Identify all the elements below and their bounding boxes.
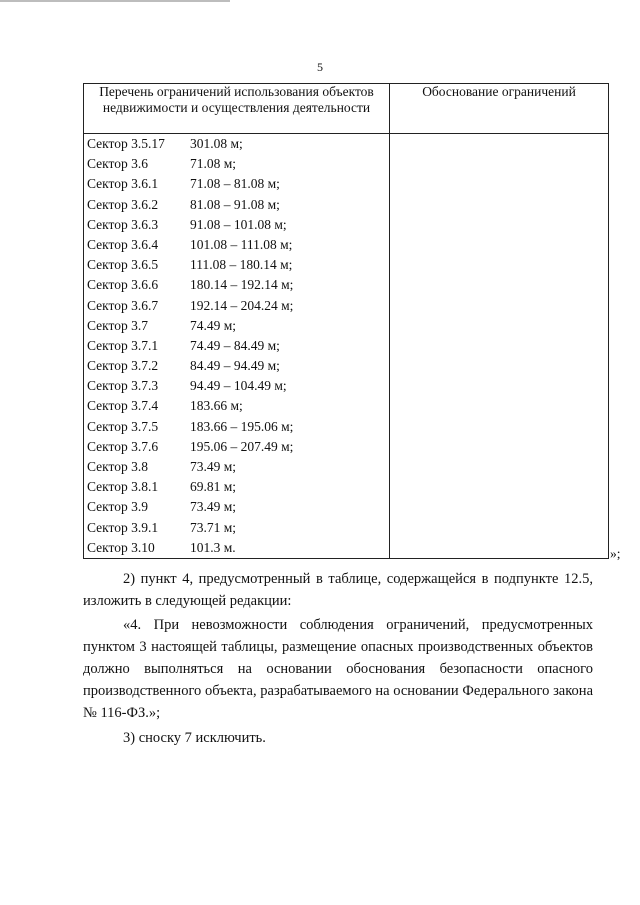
sector-name: Сектор 3.9 [87, 499, 149, 515]
table-row [84, 356, 389, 376]
table-header-justification: Обоснование ограничений [390, 84, 609, 134]
table-row [84, 316, 389, 336]
paragraph-item-2: 2) пункт 4, предусмотренный в таблице, содержащейся в подпункте 12.5, изложить в следующей редакции: [83, 571, 593, 609]
sector-distance: 73.71 м; [190, 519, 237, 535]
sector-distance: 91.08 – 101.08 м; [190, 216, 287, 232]
sector-distance: 73.49 м; [190, 499, 237, 515]
table-row [84, 437, 389, 457]
sector-name: Сектор 3.8.1 [87, 479, 159, 495]
sector-distance: 94.49 – 104.49 м; [190, 378, 287, 394]
restrictions-table [83, 83, 609, 559]
sector-distance: 183.66 – 195.06 м; [190, 418, 294, 434]
paragraph-item-3: 3) сноску 7 исключить. [123, 730, 266, 746]
sector-distance: 101.08 – 111.08 м; [190, 236, 293, 252]
sector-distance: 111.08 – 180.14 м; [190, 257, 293, 273]
sector-name: Сектор 3.7 [87, 317, 149, 333]
table-row [84, 376, 389, 396]
sector-name: Сектор 3.5.17 [87, 136, 165, 151]
sector-name: Сектор 3.6.2 [87, 196, 159, 212]
table-row [84, 275, 389, 295]
table-row [84, 174, 389, 194]
sector-distance: 195.06 – 207.49 м; [190, 438, 294, 454]
table-row [84, 497, 389, 517]
table-row [84, 195, 389, 215]
table-row [84, 215, 389, 235]
paragraph-point-4-text: «4. При невозможности соблюдения ограничений, предусмотренных пунктом 3 настоящей таблицы, размещение опасных производственных объектов должно выполняться на основании обоснования безопасности опасного производственного объекта, разрабатываемого на основании Федерального закона № 116-ФЗ.»; [83, 617, 593, 721]
table-row [84, 457, 389, 477]
table-row [84, 417, 389, 437]
scan-artifact-line [0, 0, 230, 2]
sector-distance: 81.08 – 91.08 м; [190, 196, 280, 212]
sector-list-cell [84, 134, 390, 559]
sector-name: Сектор 3.6.4 [87, 236, 159, 252]
sector-name: Сектор 3.6 [87, 156, 149, 172]
sector-distance: 84.49 – 94.49 м; [190, 358, 280, 374]
sector-name: Сектор 3.7.5 [87, 418, 159, 434]
sector-name: Сектор 3.7.3 [87, 378, 159, 394]
table-row [84, 154, 389, 174]
justification-cell [390, 134, 609, 559]
sector-distance: 71.08 – 81.08 м; [190, 176, 280, 192]
table-row [84, 336, 389, 356]
sector-name: Сектор 3.10 [87, 539, 155, 555]
sector-name: Сектор 3.9.1 [87, 519, 159, 535]
sector-name: Сектор 3.7.4 [87, 398, 159, 414]
sector-name: Сектор 3.7.1 [87, 337, 159, 353]
sector-name: Сектор 3.7.2 [87, 358, 159, 374]
sector-name: Сектор 3.6.3 [87, 216, 159, 232]
table-row [84, 255, 389, 275]
sector-distance: 74.49 м; [190, 317, 237, 333]
sector-name: Сектор 3.6.6 [87, 277, 159, 293]
sector-distance: 301.08 м; [190, 136, 243, 151]
table-row [84, 538, 389, 558]
table-header-restrictions: Перечень ограничений использования объектов недвижимости и осуществления деятельности [84, 84, 390, 134]
sector-name: Сектор 3.6.1 [87, 176, 159, 192]
sector-distance: 183.66 м; [190, 398, 243, 414]
sector-distance: 192.14 – 204.24 м; [190, 297, 294, 313]
sector-name: Сектор 3.7.6 [87, 438, 159, 454]
table-row [84, 296, 389, 316]
sector-name: Сектор 3.8 [87, 459, 149, 474]
page-number: 5 [317, 60, 323, 74]
sector-distance: 101.3 м. [190, 539, 236, 555]
table-row [84, 477, 389, 497]
sector-distance: 74.49 – 84.49 м; [190, 337, 280, 353]
closing-quote: »; [610, 546, 621, 561]
sector-name: Сектор 3.6.7 [87, 297, 159, 313]
table-row [84, 518, 389, 538]
sector-distance: 71.08 м; [190, 156, 237, 172]
sector-distance: 73.49 м; [190, 459, 237, 474]
table-row [84, 396, 389, 416]
table-row [84, 235, 389, 255]
table-row [84, 134, 389, 154]
sector-distance: 180.14 – 192.14 м; [190, 277, 294, 293]
sector-distance: 69.81 м; [190, 479, 237, 495]
sector-name: Сектор 3.6.5 [87, 257, 159, 273]
